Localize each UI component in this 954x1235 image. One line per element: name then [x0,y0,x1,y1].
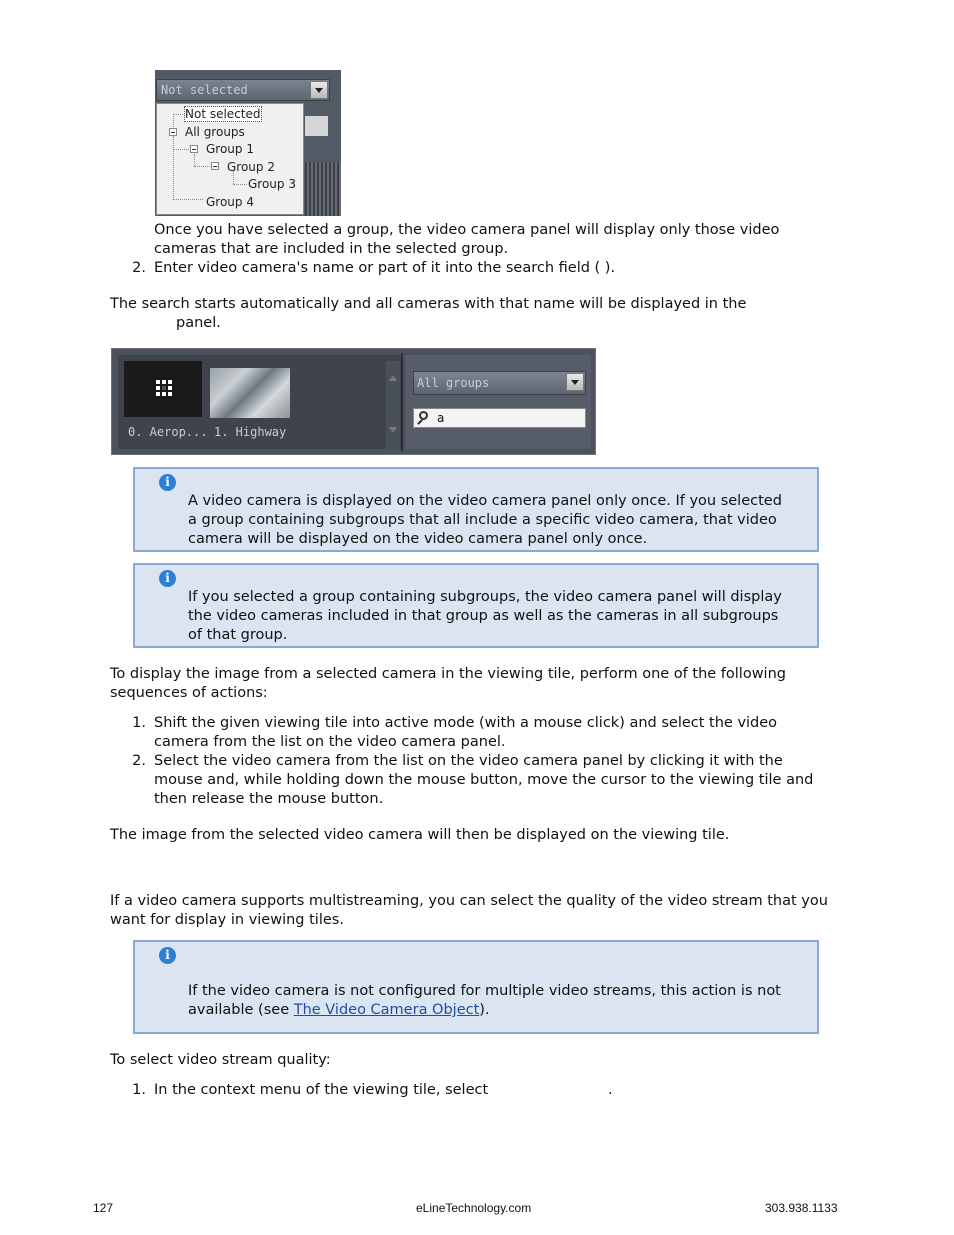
camera-label-highway: 1. Highway [214,425,287,439]
group-dropdown-screenshot [155,70,341,216]
dropdown-item-group-4[interactable]: Group 4 [206,195,254,209]
info-icon: i [159,947,176,964]
list-item-search: Enter video camera's name or part of it into the search field ( ). [154,260,616,276]
paragraph-multistream-1: If a video camera supports multistreaming, you can select the quality of the video stream that you [110,893,828,909]
paragraph-search-1: The search starts automatically and all cameras with that name will be displayed in the [110,296,747,312]
list-item-context-menu: In the context menu of the viewing tile, select [154,1082,489,1098]
collapse-icon[interactable] [190,145,198,153]
footer-website: eLineTechnology.com [416,1201,532,1215]
collapse-icon[interactable] [211,162,219,170]
info-icon: i [159,570,176,587]
dropdown-item-group-3[interactable]: Group 3 [248,177,296,191]
panel-divider [401,353,403,451]
paragraph-group-result-2: cameras that are included in the selected group. [154,241,509,257]
note-box-multistream [133,940,819,1034]
list-number: 1. [132,1082,146,1098]
list-item-active-mode: Shift the given viewing tile into active mode (with a mouse click) and select the video [154,715,778,731]
video-camera-object-link[interactable]: The Video Camera Object [293,1002,480,1018]
note-line: If you selected a group containing subgroups, the video camera panel will display [188,589,782,605]
group-combo-value: Not selected [161,83,248,97]
note-text [188,982,808,1020]
scroll-down-icon[interactable] [389,427,397,433]
note-text-fragment: ). [479,1002,490,1018]
camera-filter-panel [405,355,591,449]
paragraph-multistream-2: want for display in viewing tiles. [110,912,344,928]
dropdown-item-all-groups[interactable]: All groups [185,125,245,139]
note-line: a group containing subgroups that all include a specific video camera, that video [188,512,777,528]
note-box-once [133,467,819,552]
paragraph-search-2: panel. [176,315,221,331]
group-combo-box[interactable] [156,79,330,101]
note-line: of that group. [188,627,288,643]
scroll-up-icon[interactable] [389,375,397,381]
list-item-context-menu-end: . [608,1082,613,1098]
camera-search-value: a [437,411,445,425]
note-line: the video cameras included in that group as well as the cameras in all subgroups [188,608,779,624]
camera-panel-screenshot [111,348,596,455]
camera-thumbnail-highway[interactable] [210,368,290,418]
note-line: A video camera is displayed on the video camera panel only once. If you selected [188,493,782,509]
list-number: 2. [132,260,146,276]
dropdown-item-group-1[interactable]: Group 1 [206,142,254,156]
camera-search-input[interactable] [413,408,586,428]
camera-label-aerop: 0. Aerop... [128,425,208,439]
info-icon: i [159,474,176,491]
collapse-icon[interactable] [169,128,177,136]
chevron-down-icon[interactable] [566,373,584,391]
paragraph-display-intro-2: sequences of actions: [110,685,268,701]
search-icon [419,411,428,420]
list-item-drag-cont: then release the mouse button. [154,791,384,807]
note-text [188,492,808,549]
list-item-active-mode-cont: camera from the list on the video camera panel. [154,734,506,750]
paragraph-display-result: The image from the selected video camera will then be displayed on the viewing tile. [110,827,730,843]
camera-thumbnail-aerop[interactable] [124,361,202,417]
paragraph-stream-quality-intro: To select video stream quality: [110,1052,331,1068]
grid-icon [156,380,172,396]
note-line [188,1001,808,1020]
list-number: 1. [132,715,146,731]
group-filter-combo[interactable] [413,371,586,395]
footer-phone: 303.938.1133 [765,1201,838,1215]
side-panel-block [305,116,328,136]
chevron-down-icon[interactable] [310,81,328,99]
page-number: 127 [93,1201,114,1215]
camera-list-panel [118,355,403,449]
dropdown-item-group-2[interactable]: Group 2 [227,160,275,174]
paragraph-display-intro-1: To display the image from a selected camera in the viewing tile, perform one of the following [110,666,786,682]
dropdown-item-not-selected[interactable]: Not selected [185,107,261,121]
note-line: If the video camera is not configured for multiple video streams, this action is not [188,983,781,999]
note-text-fragment: available (see [188,1002,294,1018]
note-line: camera will be displayed on the video camera panel only once. [188,531,648,547]
list-item-drag: Select the video camera from the list on the video camera panel by clicking it with the [154,753,783,769]
list-number: 2. [132,753,146,769]
list-item-drag-cont: mouse and, while holding down the mouse button, move the cursor to the viewing tile and [154,772,814,788]
paragraph-group-result-1: Once you have selected a group, the video camera panel will display only those video [154,222,780,238]
camera-list-scrollbar[interactable] [386,361,400,449]
note-box-subgroups [133,563,819,648]
note-text [188,588,808,645]
group-dropdown-list [156,103,304,215]
group-filter-value: All groups [417,376,490,390]
side-panel-texture [305,162,341,216]
